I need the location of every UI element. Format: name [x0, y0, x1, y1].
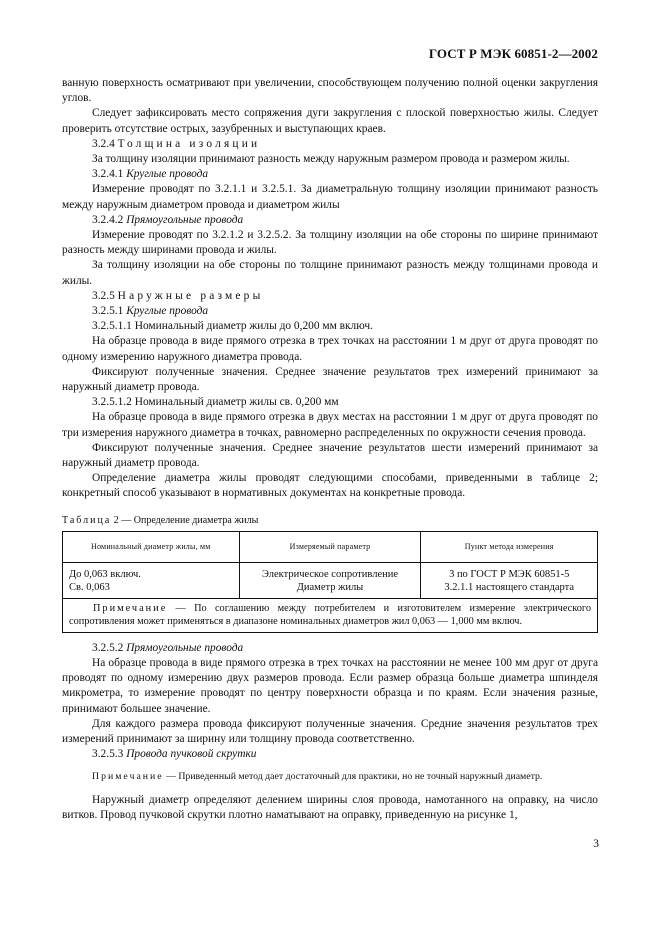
paragraph: На образце провода в виде прямого отрезка в трех точках на расстоянии не менее 100 мм друг от друга проводят по одному измерению двух размеров провода. Если размер образца больше диаметра шпинделя микрометра, то измерение проводят по центру поверхности образца и по краям. Если значения разные, принимают большее значение.	[62, 656, 598, 715]
paragraph: На образце провода в виде прямого отрезка в двух местах на расстоянии 1 м друг от друга проводят по три измерения наружного диаметра в точках, равномерно распределенных по окружности сечения провода.	[62, 411, 598, 439]
table-note-row	[63, 598, 598, 632]
table-header-cell: Измеряемый параметр	[239, 531, 421, 562]
section-heading-3-2-4-2: 3.2.4.2 Прямоугольные провода	[92, 213, 244, 226]
section-heading-3-2-4-1: 3.2.4.1 Круглые провода	[92, 168, 209, 181]
paragraph: ванную поверхность осматривают при увеличении, способствующем получению полной оценки закругления углов.	[62, 77, 598, 105]
table-row	[63, 562, 598, 598]
paragraph: На образце провода в виде прямого отрезка в трех точках на расстоянии 1 м друг от друга проводят по одному измерению наружного диаметра провода.	[62, 335, 598, 363]
paragraph: Измерение проводят по 3.2.1.1 и 3.2.5.1. За диаметральную толщину изоляции принимают разность между наружным диаметром провода и диаметром жилы	[62, 183, 598, 211]
paragraph: За толщину изоляции на обе стороны по толщине принимают разность между толщинами провода и жилы.	[62, 259, 598, 287]
section-heading-3-2-4: 3.2.4 Толщина изоляции	[92, 137, 261, 150]
paragraph: Фиксируют полученные значения. Среднее значение результатов трех измерений принимают за наружный диаметр провода.	[62, 365, 598, 394]
paragraph: Для каждого размера провода фиксируют полученные значения. Средние значения результатов трех измерений принимают за ширину или толщину провода соответственно.	[62, 717, 598, 745]
table-caption: Таблица 2 — Определение диаметра жилы	[62, 514, 259, 526]
document-body	[62, 76, 598, 823]
table-header-cell: Пункт метода измерения	[421, 531, 598, 562]
section-heading-3-2-5-1: 3.2.5.1 Круглые провода	[92, 305, 209, 318]
note-paragraph: Примечание — Приведенный метод дает достаточный для практики, но не точный наружный диаметр.	[92, 771, 543, 783]
diameter-table	[62, 531, 598, 633]
table-header-cell: Номинальный диаметр жилы, мм	[63, 531, 240, 562]
section-heading-3-2-5-1-1: 3.2.5.1.1 Номинальный диаметр жилы до 0,200 мм включ.	[92, 320, 373, 333]
page-number: 3	[593, 838, 599, 850]
table-header-row	[63, 531, 598, 562]
section-heading-3-2-5-3: 3.2.5.3 Провода пучковой скрутки	[92, 748, 257, 761]
paragraph: Определение диаметра жилы проводят следующими способами, приведенными в таблице 2; конкретный способ указывают в нормативных документах на конкретные провода.	[62, 472, 598, 500]
paragraph: Фиксируют полученные значения. Среднее значение результатов шести измерений принимают за наружный диаметр провода.	[62, 441, 598, 470]
table-note: Примечание — По соглашению между потребителем и изготовителем измерение электрического сопротивления может применяться в диапазоне номинальных диаметров жил 0,063 — 1,000 мм включ.	[63, 598, 598, 632]
table-cell: До 0,063 включ. Св. 0,063	[63, 562, 240, 598]
table-cell: Электрическое сопротивление Диаметр жилы	[239, 562, 421, 598]
section-heading-3-2-5: 3.2.5 Наружные размеры	[92, 289, 264, 302]
section-heading-3-2-5-2: 3.2.5.2 Прямоугольные провода	[92, 641, 244, 654]
paragraph: За толщину изоляции принимают разность между наружным размером провода и размером жилы.	[92, 153, 570, 166]
paragraph: Следует зафиксировать место сопряжения дуги закругления с плоской поверхностью жилы. Следует проверить отсутствие острых, зазубренных и выступающих краев.	[62, 107, 598, 135]
document-header: ГОСТ Р МЭК 60851-2—2002	[428, 46, 598, 61]
section-heading-3-2-5-1-2: 3.2.5.1.2 Номинальный диаметр жилы св. 0,200 мм	[92, 396, 339, 409]
paragraph: Наружный диаметр определяют делением ширины слоя провода, намотанного на оправку, на число витков. Провод пучковой скрутки плотно наматывают на оправку, приведенную на рисунке 1,	[62, 793, 598, 822]
table-cell: 3 по ГОСТ Р МЭК 60851-5 3.2.1.1 настоящего стандарта	[421, 562, 598, 598]
paragraph: Измерение проводят по 3.2.1.2 и 3.2.5.2. За толщину изоляции на обе стороны по ширине принимают разность между ширинами провода и жилы.	[62, 229, 598, 257]
